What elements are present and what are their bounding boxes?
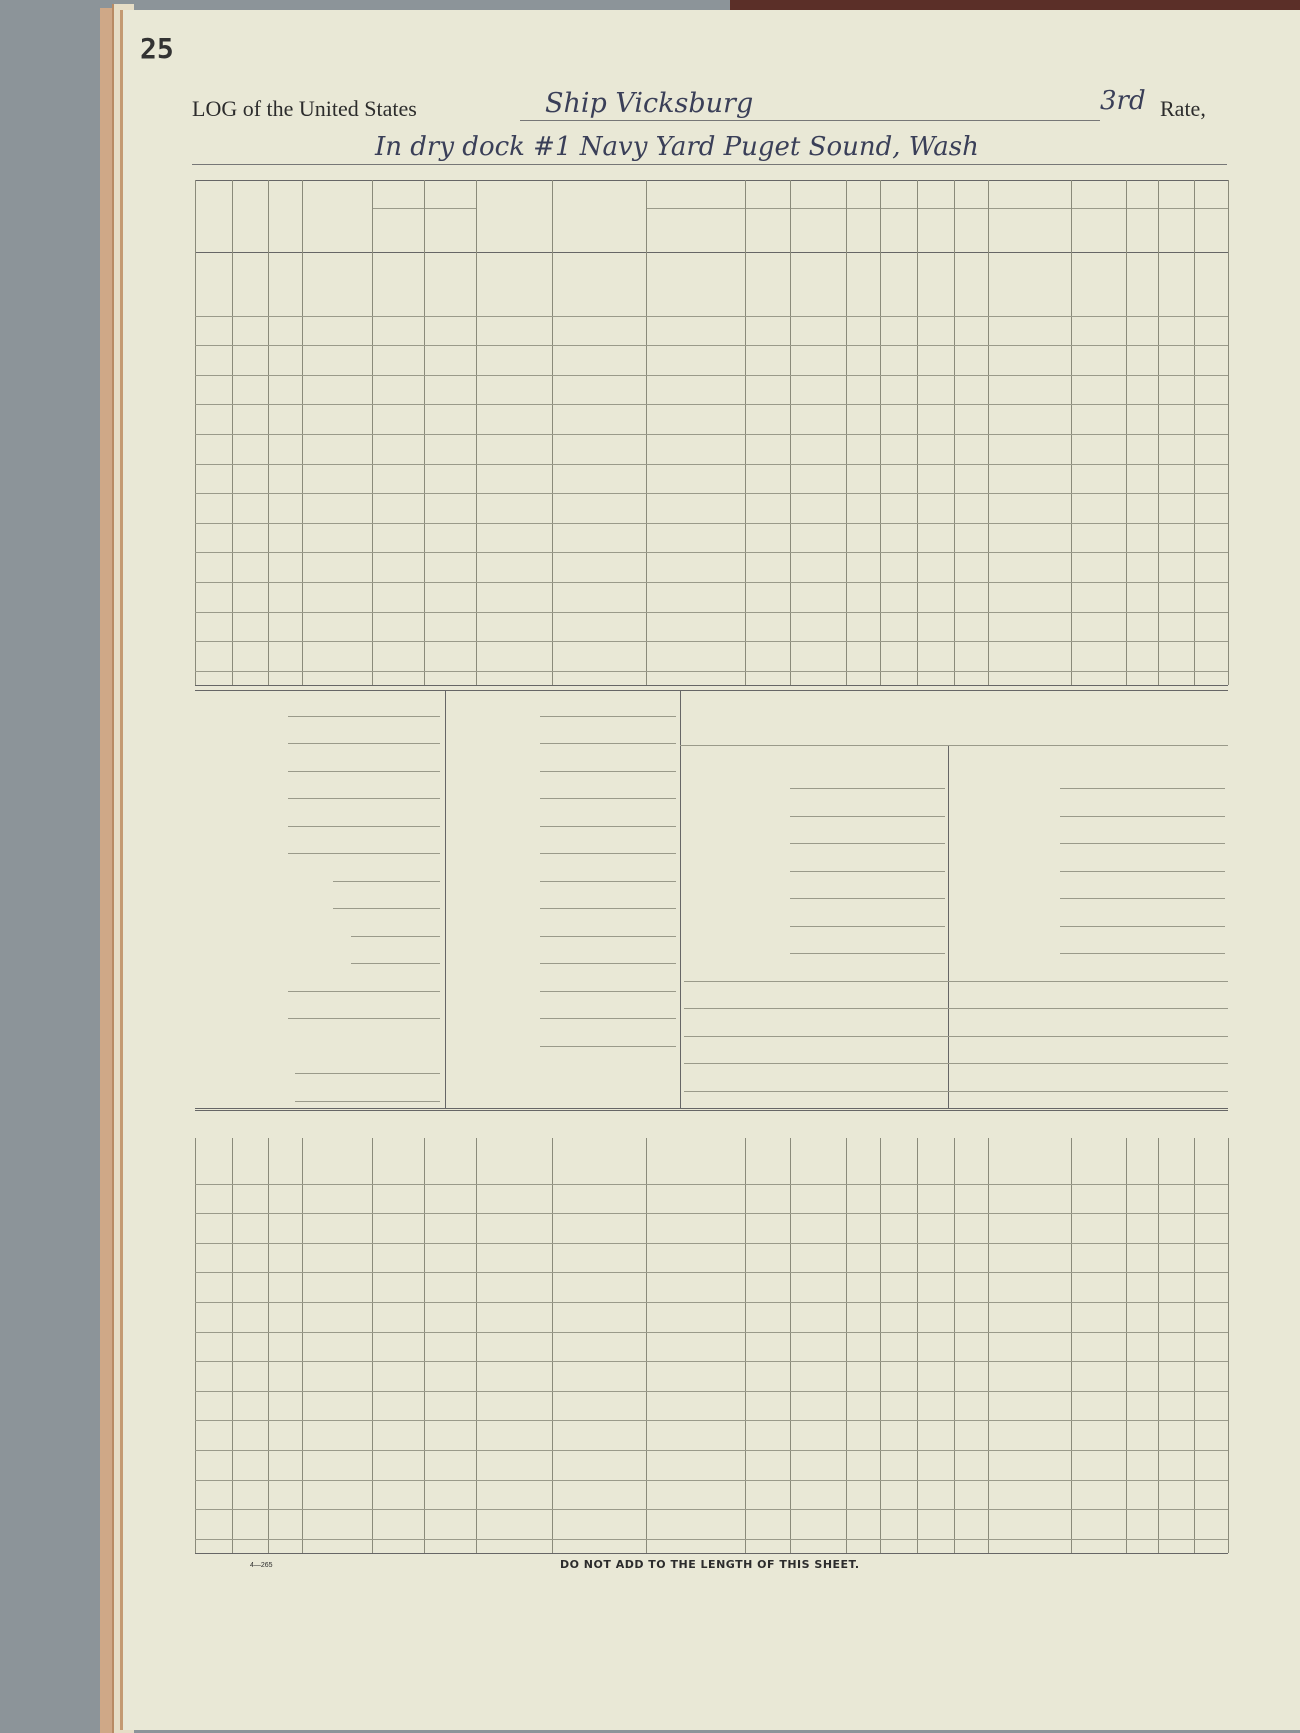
position-rule xyxy=(288,991,440,992)
table-row-rule xyxy=(195,1213,1228,1214)
table-column-rule xyxy=(1228,1138,1229,1553)
table-row-rule xyxy=(195,671,1228,672)
position-rule xyxy=(351,936,440,937)
table-row-rule xyxy=(195,1539,1228,1540)
table-column-rule xyxy=(424,180,425,685)
table-column-rule xyxy=(745,1138,746,1553)
drills-blank-rule xyxy=(684,981,1228,982)
page-number: 25 xyxy=(140,32,174,65)
table-row-rule xyxy=(195,1272,1228,1273)
table-column-rule xyxy=(1071,180,1072,685)
table-row-rule xyxy=(195,641,1228,642)
table-column-rule xyxy=(790,180,791,685)
table-row-rule xyxy=(195,493,1228,494)
table-column-rule xyxy=(790,1138,791,1553)
position-rule xyxy=(288,826,440,827)
table-row-rule xyxy=(195,1243,1228,1244)
afternoon-division-rule xyxy=(1060,926,1225,927)
drills-blank-rule xyxy=(684,1008,1228,1009)
table-column-rule xyxy=(1126,180,1127,685)
afternoon-division-rule xyxy=(1060,953,1225,954)
table-column-rule xyxy=(1158,1138,1159,1553)
table-column-rule xyxy=(646,1138,647,1553)
table-column-rule xyxy=(880,180,881,685)
position-rule xyxy=(333,908,440,909)
mid-bottom-rule xyxy=(195,1108,1228,1109)
table-column-rule xyxy=(232,1138,233,1553)
supply-rule xyxy=(540,1018,676,1019)
table-column-rule xyxy=(302,1138,303,1553)
table-column-rule xyxy=(302,180,303,685)
header-bottom-rule xyxy=(195,252,1228,253)
table-column-rule xyxy=(1071,1138,1072,1553)
mid-divider-1 xyxy=(445,690,446,1108)
table-row-rule xyxy=(195,1420,1228,1421)
supply-rule xyxy=(540,826,676,827)
morning-division-rule xyxy=(790,871,945,872)
table-row-rule xyxy=(195,434,1228,435)
table-row-rule xyxy=(195,1480,1228,1481)
header-group-rule xyxy=(646,208,1228,209)
position-rule xyxy=(288,1018,440,1019)
table-row-rule xyxy=(195,612,1228,613)
table-column-rule xyxy=(268,1138,269,1553)
table-column-rule xyxy=(372,180,373,685)
morning-division-rule xyxy=(790,843,945,844)
table-column-rule xyxy=(424,1138,425,1553)
table-row-rule xyxy=(195,523,1228,524)
table-column-rule xyxy=(268,180,269,685)
table-row-rule xyxy=(195,375,1228,376)
supply-rule xyxy=(540,1046,676,1047)
table-column-rule xyxy=(1194,1138,1195,1553)
table-row-rule xyxy=(195,316,1228,317)
position-rule xyxy=(288,771,440,772)
table-row-rule xyxy=(195,1332,1228,1333)
morning-division-rule xyxy=(790,926,945,927)
supply-rule xyxy=(540,908,676,909)
table-row-rule xyxy=(195,1184,1228,1185)
footer-notice: DO NOT ADD TO THE LENGTH OF THIS SHEET. xyxy=(560,1558,860,1571)
table-column-rule xyxy=(195,1138,196,1553)
table-column-rule xyxy=(917,1138,918,1553)
position-rule xyxy=(288,716,440,717)
position-rule xyxy=(288,743,440,744)
table-row-rule xyxy=(195,1450,1228,1451)
table-row-rule xyxy=(195,1361,1228,1362)
ship-name: Ship Vicksburg xyxy=(545,88,754,119)
table-row-rule xyxy=(195,552,1228,553)
ship-name-underline xyxy=(520,120,1100,121)
table-column-rule xyxy=(954,1138,955,1553)
table-column-rule xyxy=(1228,180,1229,685)
supply-rule xyxy=(540,716,676,717)
table-column-rule xyxy=(476,180,477,685)
afternoon-division-rule xyxy=(1060,871,1225,872)
mid-divider-3 xyxy=(948,745,949,1108)
table-column-rule xyxy=(1158,180,1159,685)
afternoon-division-rule xyxy=(1060,788,1225,789)
supply-rule xyxy=(540,771,676,772)
table-column-rule xyxy=(552,180,553,685)
table-column-rule xyxy=(476,1138,477,1553)
table-row-rule xyxy=(195,464,1228,465)
table-column-rule xyxy=(232,180,233,685)
position-rule xyxy=(295,1073,440,1074)
table-column-rule xyxy=(1126,1138,1127,1553)
supply-rule xyxy=(540,936,676,937)
table-column-rule xyxy=(195,180,196,685)
table-row-rule xyxy=(195,345,1228,346)
table-row-rule xyxy=(195,1509,1228,1510)
table-column-rule xyxy=(880,1138,881,1553)
position-rule xyxy=(288,853,440,854)
table-row-rule xyxy=(195,582,1228,583)
table-column-rule xyxy=(846,1138,847,1553)
table-bottom-rule xyxy=(195,1553,1228,1554)
table-column-rule xyxy=(988,180,989,685)
morning-division-rule xyxy=(790,898,945,899)
supply-rule xyxy=(540,963,676,964)
supply-rule xyxy=(540,743,676,744)
supply-rule xyxy=(540,798,676,799)
header-top-rule xyxy=(195,180,1228,181)
table-column-rule xyxy=(745,180,746,685)
mid-top-rule xyxy=(195,690,1228,691)
morning-division-rule xyxy=(790,816,945,817)
drills-blank-rule xyxy=(684,1036,1228,1037)
drills-blank-rule xyxy=(684,1091,1228,1092)
table-column-rule xyxy=(552,1138,553,1553)
form-number: 4—265 xyxy=(250,1562,273,1569)
table-row-rule xyxy=(195,404,1228,405)
pm-top-rule xyxy=(195,1110,1228,1111)
drills-blank-rule xyxy=(684,1063,1228,1064)
table-column-rule xyxy=(846,180,847,685)
table-bottom-rule xyxy=(195,685,1228,686)
position-rule xyxy=(351,963,440,964)
table-column-rule xyxy=(372,1138,373,1553)
table-column-rule xyxy=(954,180,955,685)
morning-division-rule xyxy=(790,953,945,954)
position-rule xyxy=(295,1101,440,1102)
table-row-rule xyxy=(195,1391,1228,1392)
location-line: In dry dock #1 Navy Yard Puget Sound, Wash xyxy=(375,132,979,162)
afternoon-division-rule xyxy=(1060,843,1225,844)
table-column-rule xyxy=(917,180,918,685)
rate-label: Rate, xyxy=(1160,96,1206,121)
location-underline xyxy=(192,164,1227,165)
morning-division-rule xyxy=(790,788,945,789)
position-rule xyxy=(288,798,440,799)
table-column-rule xyxy=(1194,180,1195,685)
afternoon-division-rule xyxy=(1060,816,1225,817)
position-rule xyxy=(333,881,440,882)
log-title-label: LOG of the United States xyxy=(192,96,417,121)
drills-title-rule xyxy=(680,745,1228,746)
supply-rule xyxy=(540,991,676,992)
table-row-rule xyxy=(195,1302,1228,1303)
afternoon-division-rule xyxy=(1060,898,1225,899)
rate-value: 3rd xyxy=(1100,86,1146,116)
table-column-rule xyxy=(988,1138,989,1553)
supply-rule xyxy=(540,881,676,882)
mid-divider-2 xyxy=(680,690,681,1108)
table-column-rule xyxy=(646,180,647,685)
supply-rule xyxy=(540,853,676,854)
